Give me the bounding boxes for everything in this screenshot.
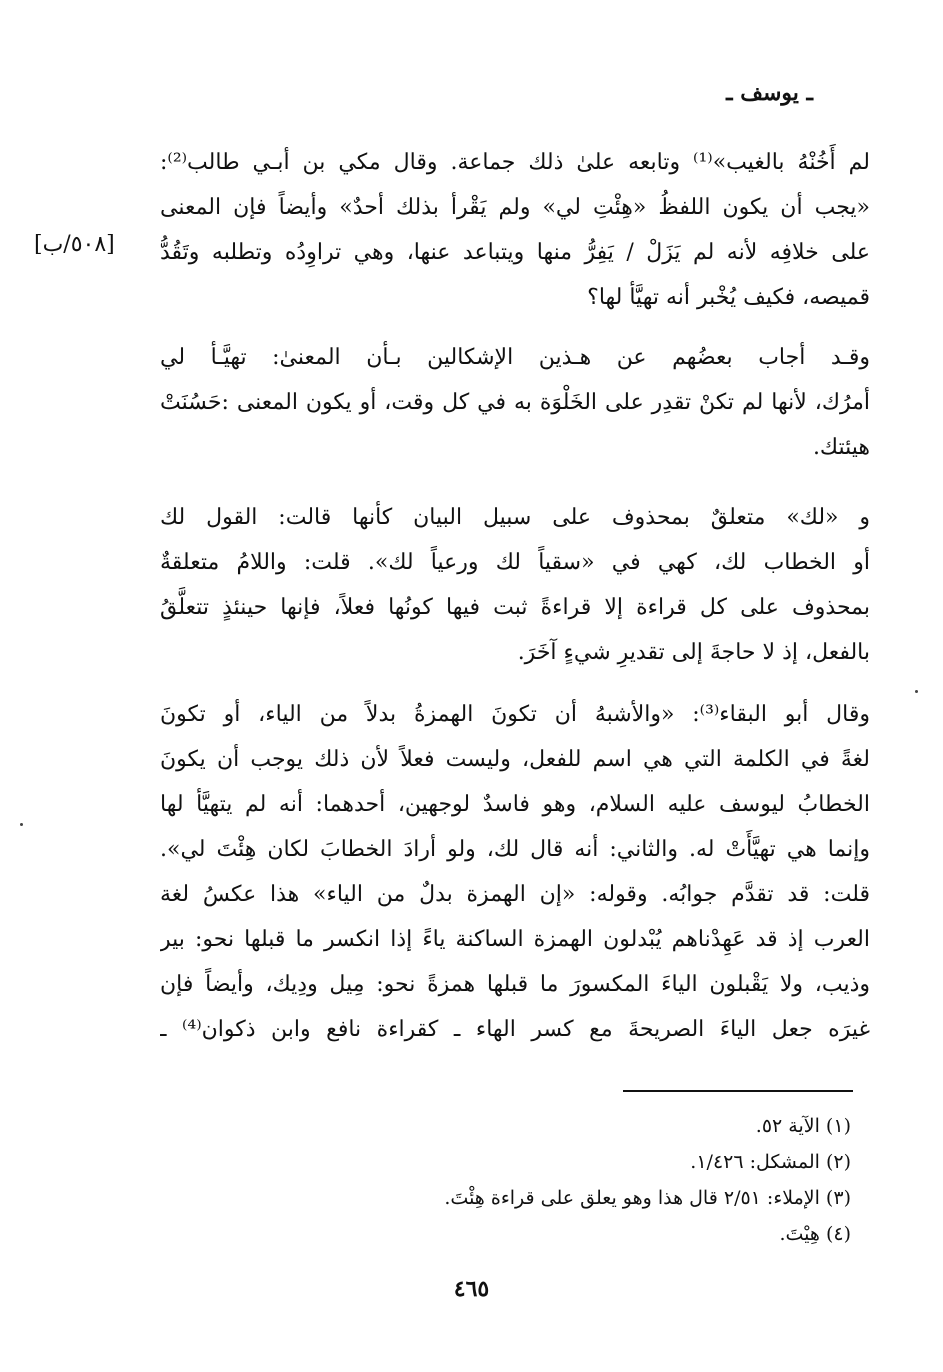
text-line: أمرُك، لأنها لم تكنْ تقدِر على الخَلْوَة به في كل وقت، أو يكون المعنى :حَسُنَتْ bbox=[160, 390, 870, 415]
text-line: و «لك» متعلقٌ بمحذوف على سبيل البيان كأنها قالت: القول لك bbox=[160, 505, 870, 530]
manuscript-folio-note: [٥٠٨/ب] bbox=[34, 232, 115, 257]
text-line: هيئتك. bbox=[812, 435, 870, 460]
footnote-2: (٢) المشكل: ١/٤٢٦. bbox=[690, 1151, 851, 1173]
text-line: بمحذوف على كل قراءة إلا قراءةً ثبت فيها كونُها فعلاً، فإنها حينئذٍ تتعلَّقُ bbox=[160, 595, 870, 620]
footnote-3: (٣) الإملاء: ٢/٥١ قال هذا وهو يعلق على قراءة هِئْتَ. bbox=[444, 1187, 851, 1209]
paragraph-4 bbox=[160, 692, 870, 1052]
footnote-separator bbox=[623, 1090, 853, 1092]
paragraph-1 bbox=[160, 140, 870, 320]
text-line: لم أَخُنْهُ بالغيب»⁽¹⁾ وتابعه علىٰ ذلك جماعة. وقال مكي بن أبـي طالب⁽²⁾: bbox=[160, 150, 870, 175]
scan-speck bbox=[915, 690, 918, 693]
footnote-4: (٤) هِيْتَ. bbox=[779, 1223, 851, 1245]
text-line: «يجب أن يكون اللفظُ «هِئْتِ لي» ولم يَقْرأ بذلك أحدٌ» وأيضاً فإن المعنى bbox=[160, 195, 870, 220]
running-header: ـ يوسف ـ bbox=[726, 80, 813, 106]
scan-speck bbox=[20, 823, 23, 826]
text-line: وقـد أجاب بعضُهم عن هـذين الإشكالين بـأن المعنىٰ: تهيَّـأ لي bbox=[160, 345, 870, 370]
paragraph-2 bbox=[160, 335, 870, 470]
text-line: على خلافِه لأنه لم يَزَلْ / يَفِرُّ منها ويتباعد عنها، وهي تراوِدُه وتطلبه وتَقُدُّ bbox=[160, 240, 870, 265]
paragraph-3 bbox=[160, 495, 870, 675]
footnotes bbox=[151, 1108, 851, 1252]
text-line: وذيب، ولا يَقْبلون الياءَ المكسورَ ما قبلها همزةً نحو: مِيل ودِيك، وأيضاً فإن bbox=[160, 972, 870, 997]
text-line: العرب إذ قد عَهِدْناهم يُبْدلون الهمزة الساكنة ياءً إذا انكسر ما قبلها نحو: بير bbox=[160, 927, 870, 952]
page-number: ٤٦٥ bbox=[453, 1276, 490, 1302]
text-line: الخطابُ ليوسف عليه السلام، وهو فاسدٌ لوجهين، أحدهما: أنه لم يتهيَّأ لها bbox=[160, 792, 870, 817]
text-line: بالفعل، إذ لا حاجةَ إلى تقديرِ شيءٍ آخَرَ. bbox=[517, 640, 870, 665]
text-line: أو الخطاب لك، كهي في «سقياً لك ورعياً لك». قلت: واللامُ متعلقةٌ bbox=[160, 550, 870, 575]
text-line: قميصه، فكيف يُخْبر أنه تهيَّأ لها؟ bbox=[587, 285, 870, 310]
text-line: وإنما هي تهيَّأَتْ له. والثاني: أنه قال لك، ولو أرادَ الخطابَ لكان هِئْتَ لي». bbox=[160, 837, 870, 862]
text-line: لغةً في الكلمة التي هي اسم للفعل، وليست فعلاً لأن ذلك يوجب أن يكونَ bbox=[160, 747, 870, 772]
text-line: غيرَه جعل الياءَ الصريحةَ مع كسر الهاء ـ كقراءة نافع وابن ذكوان⁽⁴⁾ ـ bbox=[160, 1017, 870, 1042]
footnote-1: (١) الآية ٥٢. bbox=[755, 1115, 851, 1137]
text-line: قلت: قد تقدَّم جوابُه. وقوله: «إن الهمزة بدلٌ من الياء» هذا عكسُ لغة bbox=[160, 882, 870, 907]
text-line: وقال أبو البقاء⁽³⁾: «والأشبهُ أن تكونَ الهمزةُ بدلاً من الياء، أو تكونَ bbox=[160, 702, 870, 727]
